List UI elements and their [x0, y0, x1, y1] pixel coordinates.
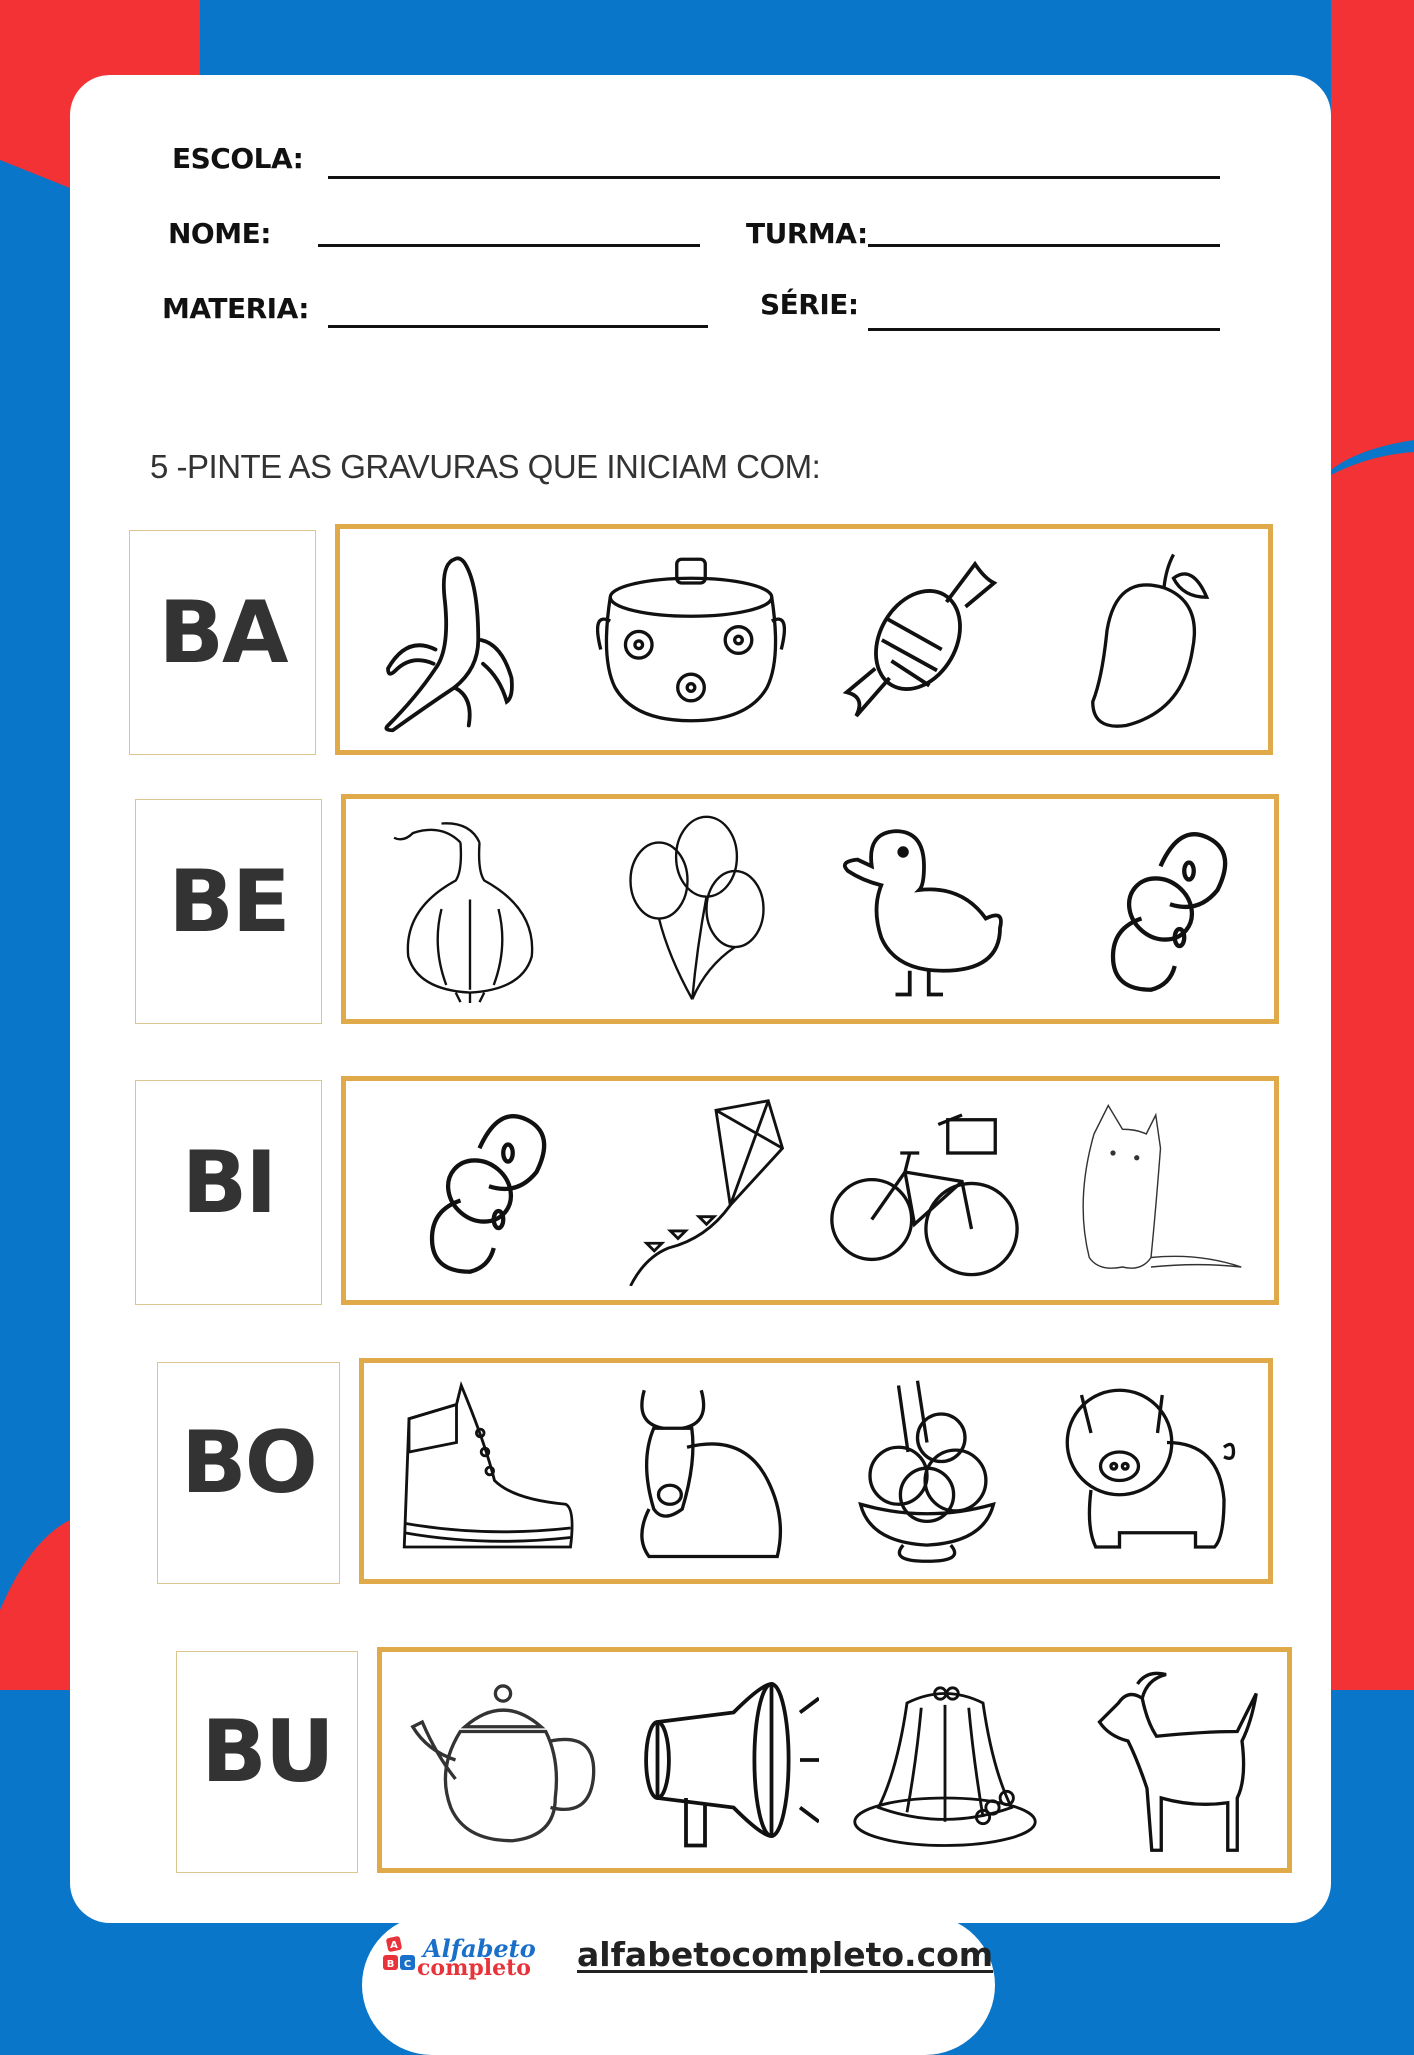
escola-label: ESCOLA: — [172, 142, 304, 175]
syllable-box-bi — [135, 1080, 322, 1305]
nome-label: NOME: — [168, 217, 271, 250]
syllable-label: BA — [158, 582, 287, 683]
syllable-box-ba — [129, 530, 316, 755]
picture-row-ba — [335, 524, 1273, 755]
cat-icon[interactable] — [1051, 1091, 1251, 1291]
mango-icon[interactable] — [1045, 540, 1245, 740]
picture-row-bu — [377, 1647, 1292, 1873]
onion-icon[interactable] — [370, 809, 570, 1009]
ox-icon[interactable] — [606, 1371, 806, 1571]
pig-icon[interactable] — [1048, 1371, 1248, 1571]
nome-field[interactable] — [318, 244, 700, 247]
svg-text:completo: completo — [417, 1955, 531, 1981]
syllable-box-be — [135, 799, 322, 1024]
banana-icon[interactable] — [364, 540, 564, 740]
website-link[interactable]: alfabetocompleto.com — [577, 1935, 994, 1974]
syllable-label: BE — [168, 851, 289, 952]
syllable-label: BU — [201, 1702, 333, 1802]
instruction-text: 5 -PINTE AS GRAVURAS QUE INICIAM COM: — [150, 448, 821, 485]
bicycle-icon[interactable] — [824, 1091, 1024, 1291]
syllable-box-bo — [157, 1362, 340, 1584]
svg-text:C: C — [403, 1959, 412, 1970]
pudding-icon[interactable] — [845, 1660, 1045, 1860]
syllable-box-bu — [176, 1651, 358, 1873]
pacifier-icon[interactable] — [370, 1091, 570, 1291]
picture-row-bo — [359, 1358, 1273, 1584]
turma-field[interactable] — [868, 244, 1220, 247]
megaphone-icon[interactable] — [624, 1660, 824, 1860]
svg-text:A: A — [390, 1940, 398, 1951]
duck-icon[interactable] — [824, 809, 1024, 1009]
turma-label: TURMA: — [746, 217, 868, 250]
syllable-label: BI — [181, 1132, 276, 1233]
pot-icon[interactable] — [591, 540, 791, 740]
candy-icon[interactable] — [818, 540, 1018, 740]
balloons-icon[interactable] — [597, 809, 797, 1009]
pacifier-icon[interactable] — [1051, 809, 1251, 1009]
escola-field[interactable] — [328, 176, 1220, 179]
goat-icon[interactable] — [1066, 1660, 1266, 1860]
ice-cream-bowl-icon[interactable] — [827, 1371, 1027, 1571]
syllable-label: BO — [181, 1413, 316, 1513]
picture-row-be — [341, 794, 1279, 1024]
picture-row-bi — [341, 1076, 1279, 1305]
svg-text:Alfabeto: Alfabeto — [423, 1935, 536, 1963]
svg-text:B: B — [386, 1959, 395, 1970]
materia-field[interactable] — [328, 325, 708, 328]
serie-field[interactable] — [868, 328, 1220, 331]
teapot-icon[interactable] — [403, 1660, 603, 1860]
kite-icon[interactable] — [597, 1091, 797, 1291]
boot-icon[interactable] — [385, 1371, 585, 1571]
alfabeto-completo-logo[interactable] — [383, 1935, 543, 1985]
serie-label: SÉRIE: — [760, 288, 859, 321]
materia-label: MATERIA: — [162, 292, 309, 325]
